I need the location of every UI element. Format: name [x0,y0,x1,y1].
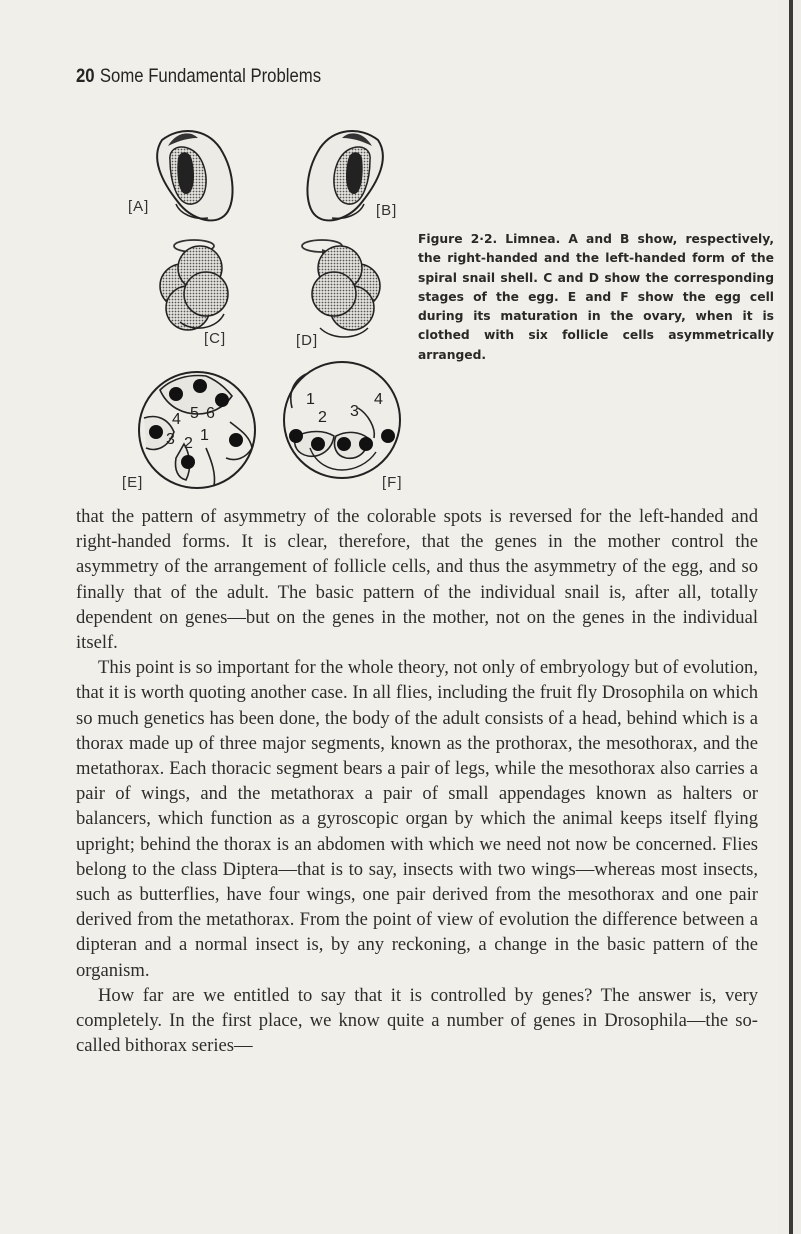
cell-number-f-3: 3 [350,403,359,420]
egg-follicle-f-drawing [284,362,400,478]
egg-cleavage-right-drawing [160,246,228,330]
paragraph-2: This point is so important for the whole theory, not only of embryology but of evolution, that it is worth quoting another case. In all flies, including the fruit fly Drosophila on which so much genetics has been done, the body of the adult consists of a head, behind which is a thorax made up of three major segments, known as the prothorax, the mesothorax, and the metathorax. Each thoracic segment bears a pair of legs, while the mesothorax also carries a pair of wings, and the metathorax a pair of small appendages known as halters or balancers, which function as a gyroscopic organ by which the animal keeps itself flying upright; behind the thorax is an abdomen with which we need not now be concerned. Flies belong to the class Diptera—that is to say, insects with two wings—whereas most insects, such as butterflies, have four wings, one pair derived from the mesothorax and one pair derived from the metathorax. From the point of view of evolution the difference between a dipteran and a normal insect is, by any reckoning, a change in the basic pattern of the organism. [76,657,758,981]
figure-label-c: [C] [204,330,227,347]
figure-caption-text: A and B show, respectively, the right-handed and the left-handed form of the spiral snail shell. C and D show the corresponding stages of the egg. E and F show the egg cell during its maturation in the ovary, when it is clothed with six follicle cells asymmetrically arranged. [418,232,775,362]
figure-label-f: [F] [382,474,403,491]
figure-caption-title: Figure 2·2. Limnea. [418,232,561,246]
cell-number-f-4: 4 [374,391,383,408]
cell-number-f-1: 1 [306,391,315,408]
cell-number-f-2: 2 [318,409,327,426]
paragraph-3: How far are we entitled to say that it is controlled by genes? The answer is, very completely. In the first place, we know quite a number of genes in Drosophila—the so-called bithorax series— [76,984,758,1057]
cell-number-e-3: 3 [166,431,175,448]
running-title: Some Fundamental Problems [99,66,322,87]
figure-label-e: [E] [122,474,144,491]
figure-label-b: [B] [376,202,398,219]
cell-number-e-1: 1 [200,427,209,444]
page-number: 20 [76,66,95,87]
paragraph-1: that the pattern of asymmetry of the colorable spots is reversed for the left-handed and right-handed forms. It is clear, therefore, that the genes in the mother control the asymmetry of the arrangement of follicle cells, and thus the asymmetry of the egg, and so finally that of the adult. The basic pattern of the individual snail is, after all, totally dependent on genes—but on the genes in the mother, not on the genes in the individual itself. [76,506,758,654]
cell-number-e-2: 2 [184,435,193,452]
figure-2-2 [120,118,420,503]
egg-follicle-e-drawing [139,372,255,488]
cell-number-e-6: 6 [206,405,215,422]
page-edge [779,0,801,1234]
figure-drawings [120,118,420,503]
cell-number-e-4: 4 [172,411,181,428]
page-edge-rule [789,0,793,1234]
shell-right-handed-drawing [157,131,232,220]
shell-left-handed-drawing [307,131,382,220]
egg-cleavage-left-drawing [312,246,380,337]
figure-label-a: [A] [128,198,150,215]
body-text [76,504,758,1058]
figure-caption [418,230,774,365]
cell-number-e-5: 5 [190,405,199,422]
figure-label-d: [D] [296,332,319,349]
running-header [76,66,321,88]
